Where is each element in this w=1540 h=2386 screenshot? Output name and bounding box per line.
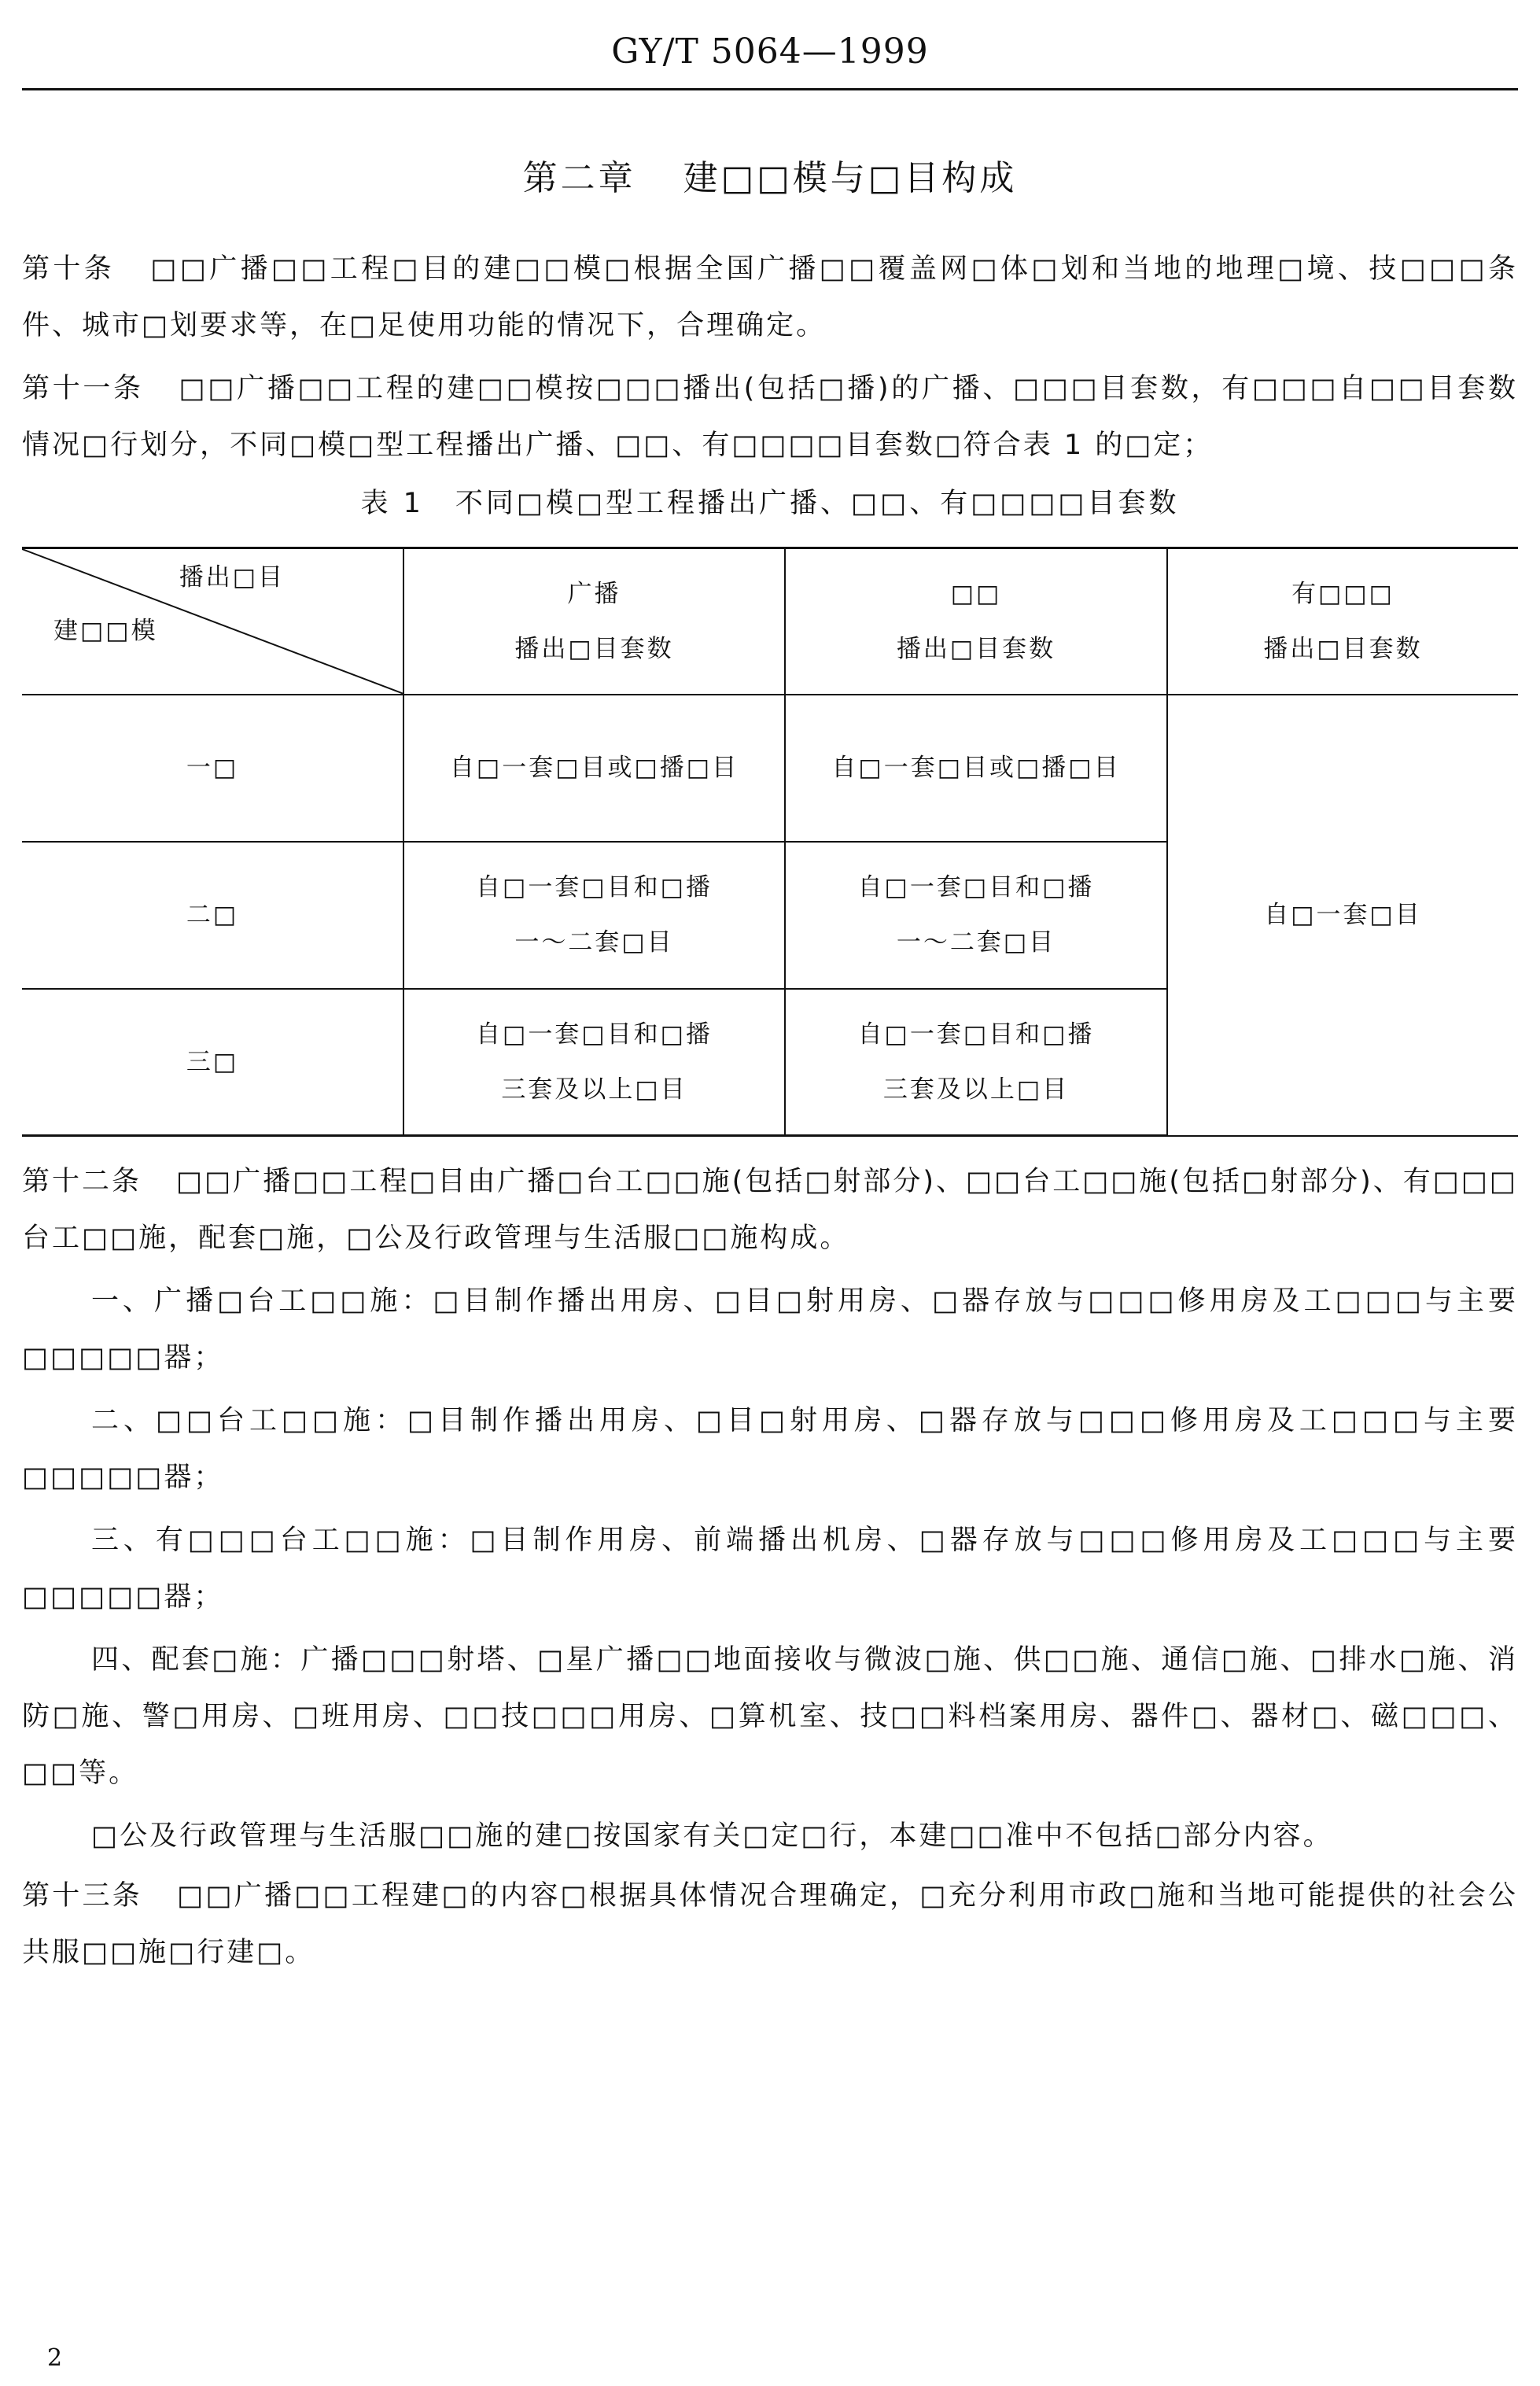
table-cell-line: 自□一套□目和□播	[476, 873, 713, 902]
chapter-number: 第二章	[522, 158, 636, 198]
article-12-item-1: 一、广播□台工□□施：□目制作播出用房、□目□射用房、□器存放与□□□修用房及工□□□与主要□□□□□器；	[22, 1285, 1518, 1374]
article-12-item-2: 二、□□台工□□施：□目制作播出用房、□目□射用房、□器存放与□□□修用房及工□□□与主要□□□□□器；	[22, 1405, 1518, 1493]
table-corner-bottom-label: 建□□模	[53, 617, 158, 645]
article-12-text: □□广播□□工程□目由广播□台工□□施(包括□射部分)、□□台工□□施(包括□射部分)、有□□□台工□□施，配套□施，□公及行政管理与生活服□□施构成。	[22, 1166, 1518, 1254]
table-caption-title: 不同□模□型工程播出广播、□□、有□□□□目套数	[455, 488, 1180, 519]
table-header-broadcast-line2: 播出□目套数	[514, 634, 674, 663]
chapter-name: 建□□模与□目构成	[683, 158, 1018, 198]
article-10-label: 第十条	[22, 253, 116, 285]
article-11-text: □□广播□□工程的建□□模按□□□播出(包括□播)的广播、□□□目套数，有□□□自□□目套数情况□行划分，不同□模□型工程播出广播、□□、有□□□□目套数□符合表 1 的□定；	[22, 373, 1518, 461]
table-row-label: 二□	[22, 842, 403, 989]
table-header-row	[22, 548, 1518, 695]
table-header-cable	[1167, 548, 1518, 695]
table-header-broadcast	[403, 548, 785, 695]
article-11-label: 第十一条	[22, 373, 144, 404]
table-caption-label: 表 1	[360, 488, 424, 519]
table-header-tv	[785, 548, 1167, 695]
table-header-tv-line2: 播出□目套数	[896, 634, 1056, 663]
table-cell-line: 自□一套□目和□播	[857, 1020, 1095, 1049]
article-10-text: □□广播□□工程□目的建□□模□根据全国广播□□覆盖网□体□划和当地的地理□境、技□□□条件、城市□划要求等，在□足使用功能的情况下，合理确定。	[22, 253, 1518, 341]
article-12-label: 第十二条	[22, 1166, 142, 1197]
table-cell-cable-merged: 自□一套□目	[1167, 695, 1518, 1136]
table-cell-line: 三套及以上□目	[501, 1075, 687, 1104]
article-13-text: □□广播□□工程建□的内容□根据具体情况合理确定，□充分利用市政□施和当地可能提供的社会公共服□□施□行建□。	[22, 1880, 1518, 1968]
header-rule	[22, 88, 1518, 90]
table-row	[22, 695, 1518, 842]
scale-program-table	[22, 547, 1518, 1137]
table-header-broadcast-line1: 广播	[567, 579, 621, 608]
table-header-cable-line2: 播出□目套数	[1263, 634, 1423, 663]
article-12-item-3: 三、有□□□台工□□施：□目制作用房、前端播出机房、□器存放与□□□修用房及工□□□与主要□□□□□器；	[22, 1525, 1518, 1613]
table-cell-line: 一～二套□目	[896, 928, 1056, 957]
table-header-tv-line1: □□	[950, 579, 1002, 608]
table-corner-cell	[22, 548, 403, 695]
table-corner-top-label: 播出□目	[179, 563, 285, 592]
table-cell-broadcast	[403, 989, 785, 1136]
table-row-label: 三□	[22, 989, 403, 1136]
article-13	[22, 1868, 1518, 1981]
article-11	[22, 360, 1518, 474]
table-cell-line: 一～二套□目	[514, 928, 674, 957]
table-caption	[0, 481, 1540, 521]
header-standard-code: GY/T 5064—1999	[611, 31, 929, 72]
table-row-label: 一□	[22, 695, 403, 842]
table-cell-line: 自□一套□目或□播□目	[831, 754, 1121, 782]
chapter-title	[0, 149, 1540, 200]
article-10	[22, 241, 1518, 354]
table-cell-line: 三套及以上□目	[882, 1075, 1070, 1104]
table-cell-tv	[785, 842, 1167, 989]
article-12-item-4: 四、配套□施：广播□□□射塔、□星广播□□地面接收与微波□施、供□□施、通信□施、□排水□施、消防□施、警□用房、□班用房、□□技□□□用房、□算机室、技□□料档案用房、器件□、器材□、磁□□□、□□等。	[22, 1644, 1518, 1789]
page-number: 2	[47, 2344, 63, 2372]
table-cell-line: 自□一套□目或□播□目	[449, 754, 739, 782]
article-12	[22, 1153, 1518, 1267]
table-cell-broadcast	[403, 842, 785, 989]
table-header-cable-line1: 有□□□	[1291, 579, 1394, 608]
table-cell-line: 自□一套□目和□播	[857, 873, 1095, 902]
article-12-note: □公及行政管理与生活服□□施的建□按国家有关□定□行，本建□□准中不包括□部分内容。	[91, 1820, 1333, 1852]
article-13-label: 第十三条	[22, 1880, 142, 1912]
table-cell-tv	[785, 989, 1167, 1136]
table-cell-line: 自□一套□目和□播	[476, 1020, 713, 1049]
table-cell-broadcast	[403, 695, 785, 842]
table-cell-tv	[785, 695, 1167, 842]
